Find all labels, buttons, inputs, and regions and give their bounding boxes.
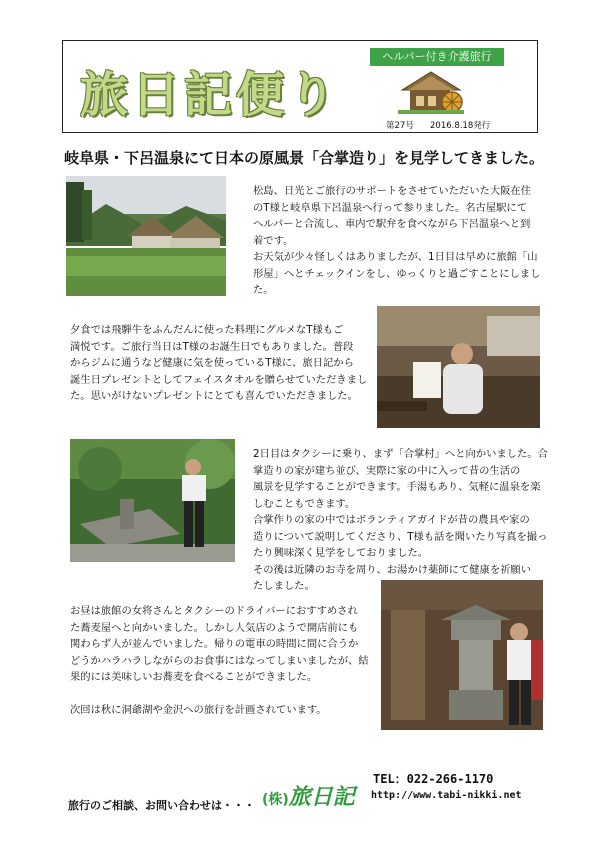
temple-photo — [381, 580, 543, 730]
text-line: 関わらず人が並んでいました。帰りの電車の時間に間に合うか — [70, 638, 359, 650]
issue-number: 第27号 — [386, 121, 414, 131]
text-line: 夕食では飛騨牛をふんだんに使った料理にグルメなT様もご — [70, 324, 344, 336]
text-line: た蕎麦屋へと向かいました。しかし人気店のようで開店前にも — [70, 621, 359, 634]
company-name: 旅日記 — [288, 785, 355, 810]
text-line: その後は近隣のお寺を周り、お湯かけ薬師にて健康を祈願い — [253, 563, 532, 576]
text-line: からジムに通うなど健康に気を使っているT様に、旅日記から — [70, 357, 354, 369]
text-line: 合掌作りの家の中ではボランティアガイドが昔の農具や家の — [253, 514, 530, 526]
text-line: 形屋」へとチェックインをし、ゆっくりと過ごすことにしました。 — [253, 267, 541, 296]
page-title: 岐阜県・下呂温泉にて日本の原風景「合掌造り」を見学してきました。 — [64, 149, 545, 167]
birthday-gift-photo — [377, 306, 540, 428]
text-line: 松島、日光とご旅行のサポートをさせていただいた大阪在住 — [253, 185, 532, 197]
company-prefix: (株) — [262, 792, 289, 808]
section-4-text — [70, 603, 380, 719]
gassho-village-visit-photo — [70, 439, 235, 562]
text-line — [70, 686, 380, 703]
text-line: 満悦です。ご旅行当日はT様のお誕生日でもありました。普段 — [70, 340, 354, 353]
section-3-text — [253, 446, 553, 595]
service-badge: ヘルパー付き介護旅行 — [370, 48, 504, 66]
watermill-house-icon — [398, 68, 464, 114]
text-line: たり興味深く見学をしておりました。 — [253, 547, 429, 559]
text-line: しむこともできます。 — [253, 497, 356, 510]
company-logo — [262, 780, 355, 811]
text-line: 次回は秋に洞爺湖や金沢への旅行を計画されています。 — [70, 704, 327, 716]
section-1-text — [253, 183, 553, 299]
text-line: 掌造りの家が建ち並び、実際に家の中に入って昔の生活の — [253, 464, 521, 477]
gassho-village-photo — [66, 176, 226, 296]
text-line: たしました。 — [253, 580, 315, 592]
website-link[interactable]: http://www.tabi-nikki.net — [371, 790, 522, 801]
text-line: 着です。 — [253, 234, 294, 247]
newsletter-logo: 旅日記便り — [80, 67, 341, 123]
section-2-text — [70, 322, 370, 405]
text-line: どうかハラハラしながらのお食事にはなってしまいましたが、結 — [70, 654, 369, 667]
text-line: た。思いがけないプレゼントにとても喜んでいただきました。 — [70, 390, 358, 402]
text-line: のT様と岐阜県下呂温泉へ行って参りました。名古屋駅にて — [253, 201, 528, 214]
issue-date: 2016.8.18発行 — [430, 121, 491, 131]
text-line: 2日目はタクシーに乗り、まず「合掌村」へと向かいました。合 — [253, 448, 548, 460]
text-line: 造りについて説明してくださり、T様も話を聞いたり写真を撮っ — [253, 530, 548, 543]
telephone: TEL：022-266-1170 — [373, 772, 494, 786]
text-line: お昼は旅館の女将さんとタクシーのドライバーにおすすめされ — [70, 605, 358, 617]
inquiry-text: 旅行のご相談、お問い合わせは・・・ — [68, 799, 255, 812]
text-line: 誕生日プレゼントとしてフェイスタオルを贈らせていただきまし — [70, 373, 368, 386]
text-line: 果的には美味しいお蕎麦を食べることができました。 — [70, 671, 318, 683]
text-line: お天気が少々怪しくはありましたが、1日目は早めに旅館「山 — [253, 251, 538, 263]
text-line: ヘルパーと合流し、車内で駅弁を食べながら下呂温泉へと到 — [253, 218, 531, 230]
text-line: 風景を見学することができます。手湯もあり、気軽に温泉を楽 — [253, 481, 541, 493]
